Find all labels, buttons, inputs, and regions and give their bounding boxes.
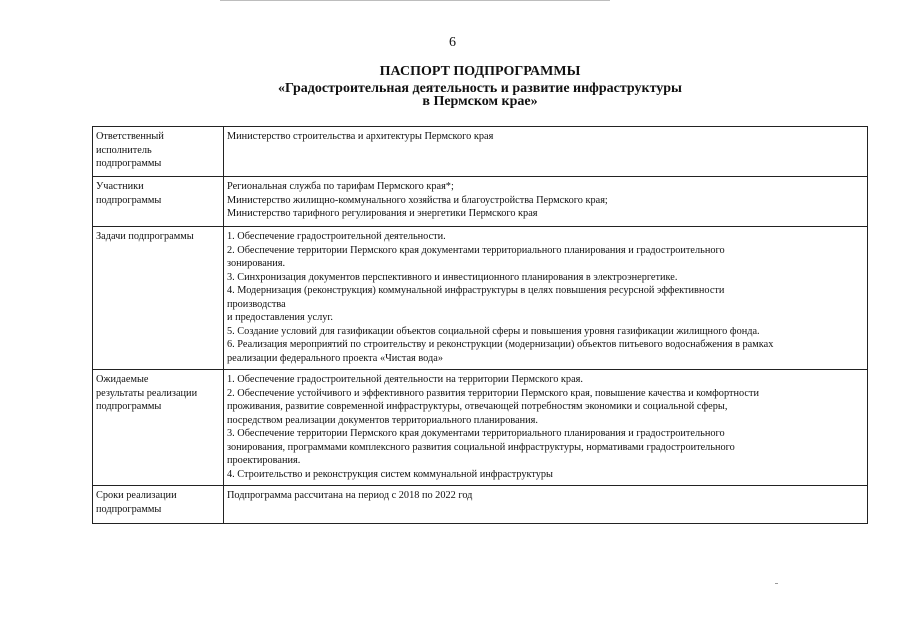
document-subtitle (0, 82, 905, 108)
value-line: Министерство жилищно-коммунального хозяйства и благоустройства Пермского края; (227, 194, 608, 206)
value-line: проектирования. (227, 455, 301, 466)
table-row (93, 127, 868, 177)
table-row (93, 177, 868, 227)
value-line: посредством реализации документов территориального планирования. (227, 414, 538, 426)
subtitle-line: в Пермском крае» (422, 94, 538, 109)
value-line: реализации федерального проекта «Чистая вода» (227, 352, 443, 364)
page-number: 6 (449, 35, 456, 50)
value-line: проживания, развитие современной инфраструктуры, отвечающей потребностям экономики и социальной сферы, (227, 401, 728, 412)
row-label-responsible (93, 127, 224, 177)
label-line: подпрограммы (96, 194, 162, 206)
label-line: результаты реализации (96, 387, 198, 399)
row-value-responsible (224, 127, 868, 177)
value-line: 1. Обеспечение градостроительной деятельности. (227, 231, 446, 242)
label-line: Ожидаемые (96, 374, 149, 385)
value-line: 4. Строительство и реконструкция систем коммунальной инфраструктуры (227, 468, 553, 480)
label-line: Участники (96, 181, 144, 192)
scan-mark (775, 583, 778, 584)
label-line: Ответственный (96, 131, 164, 142)
value-line: 3. Обеспечение территории Пермского края документами территориального планирования и градостроительного (227, 428, 725, 439)
table-row (93, 370, 868, 486)
label-line: подпрограммы (96, 401, 162, 412)
label-line: Задачи подпрограммы (96, 231, 194, 242)
value-line: 2. Обеспечение территории Пермского края документами территориального планирования и градостроительного (227, 244, 725, 256)
value-line: Региональная служба по тарифам Пермского края*; (227, 181, 454, 192)
label-line: Сроки реализации (96, 490, 177, 501)
subtitle-line: «Градостроительная деятельность и развитие инфраструктуры (278, 81, 682, 96)
value-line: зонирования, программами комплексного развития социальной инфраструктуры, нормативами градостроительного (227, 441, 735, 453)
value-line: 5. Создание условий для газификации объектов социальной сферы и повышения уровня газификации жилищного фонда. (227, 325, 760, 337)
row-value-tasks (224, 227, 868, 370)
row-value-participants (224, 177, 868, 227)
passport-table (92, 126, 868, 524)
value-line: и предоставления услуг. (227, 312, 333, 323)
label-line: подпрограммы (96, 503, 162, 515)
value-line: 6. Реализация мероприятий по строительству и реконструкции (модернизации) объектов питьевого водоснабжения в рамках (227, 339, 774, 350)
row-value-expected-results (224, 370, 868, 486)
row-label-timeframe (93, 486, 224, 524)
row-label-expected-results (93, 370, 224, 486)
value-line: 3. Синхронизация документов перспективного и инвестиционного планирования в электроэнергетике. (227, 271, 678, 283)
value-line: Министерство строительства и архитектуры Пермского края (227, 131, 494, 142)
value-line: 4. Модернизация (реконструкция) коммунальной инфраструктуры в целях повышения ресурсной эффективности (227, 285, 725, 296)
value-line: Министерство тарифного регулирования и энергетики Пермского края (227, 208, 538, 219)
value-line: 2. Обеспечение устойчивого и эффективного развития территории Пермского края, повышение качества и комфортности (227, 387, 759, 399)
document-title: ПАСПОРТ ПОДПРОГРАММЫ (379, 64, 581, 79)
value-line: производства (227, 298, 286, 310)
table-row (93, 486, 868, 524)
label-line: исполнитель (96, 144, 152, 156)
top-rule (220, 0, 610, 1)
row-label-participants (93, 177, 224, 227)
row-value-timeframe (224, 486, 868, 524)
value-line: зонирования. (227, 258, 286, 269)
label-line: подпрограммы (96, 158, 162, 169)
table-row (93, 227, 868, 370)
value-line: Подпрограмма рассчитана на период с 2018 по 2022 год (227, 490, 473, 501)
value-line: 1. Обеспечение градостроительной деятельности на территории Пермского края. (227, 374, 583, 385)
row-label-tasks (93, 227, 224, 370)
